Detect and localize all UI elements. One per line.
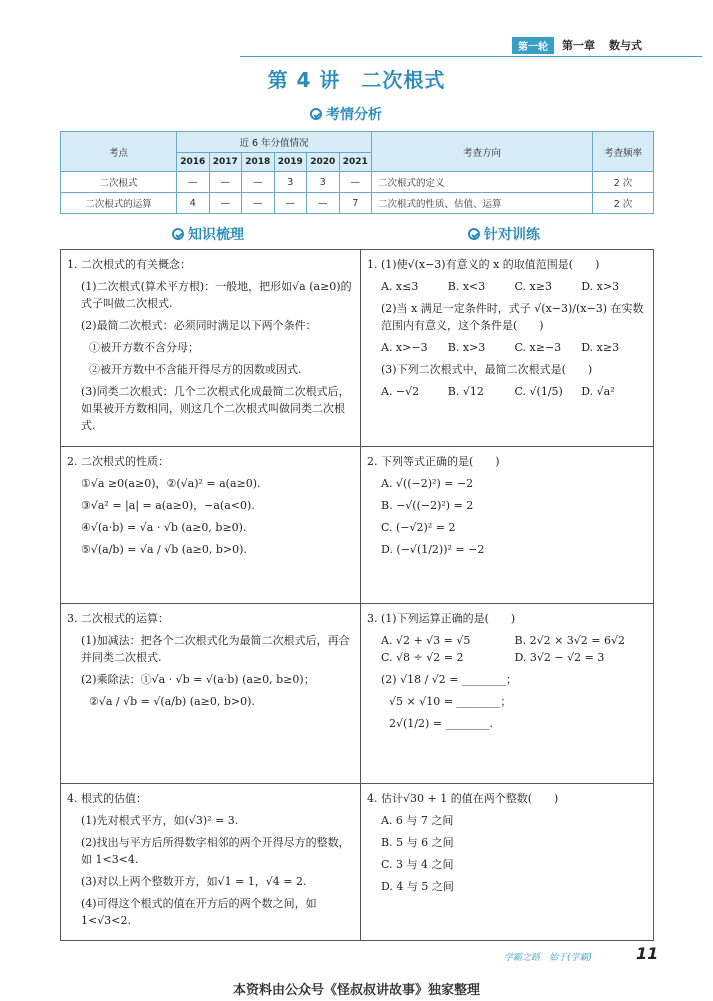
knowledge-block-4 [61, 784, 360, 940]
knowledge-line: ⑤√(a/b) = √a / √b (a≥0, b>0). [81, 543, 247, 557]
score-cell: 3 [307, 172, 340, 193]
knowledge-block-1 [61, 250, 360, 446]
training-block-1 [361, 250, 654, 446]
score-cell: — [242, 193, 275, 214]
exam-analysis-table [60, 131, 654, 214]
year-cell: 2016 [177, 153, 210, 172]
knowledge-line: (1)二次根式(算术平方根)：一般地，把形如√a (a≥0)的式子叫做二次根式. [81, 280, 352, 311]
col-point: 考点 [61, 132, 177, 172]
knowledge-line: ①被开方数不含分母； [89, 341, 199, 355]
knowledge-line: ①√a ≥0(a≥0)，②(√a)² = a(a≥0). [81, 477, 261, 491]
option-row [367, 339, 648, 356]
year-cell: 2020 [307, 153, 340, 172]
option-d[interactable]: D. x>3 [581, 280, 620, 294]
option-c[interactable]: C. (−√2)² = 2 [381, 521, 456, 535]
option-b[interactable]: B. 5 与 6 之间 [381, 836, 454, 850]
section-analysis-label: 考情分析 [326, 107, 382, 123]
score-cell: — [242, 172, 275, 193]
table-row [61, 193, 654, 214]
knowledge-line: ③√a² = |a| = a(a≥0)，−a(a<0). [81, 499, 255, 513]
direction-cell: 二次根式的性质、估值、运算 [372, 193, 593, 214]
year-cell: 2021 [339, 153, 372, 172]
question-text: 1. (1)使√(x−3)有意义的 x 的取值范围是( ) [367, 258, 600, 271]
section-knowledge [172, 224, 244, 244]
score-cell: — [177, 172, 210, 193]
option-a[interactable]: A. −√2 [381, 385, 420, 399]
running-header [512, 36, 702, 54]
round-badge: 第一轮 [512, 37, 554, 54]
option-c[interactable]: C. x≥−3 [514, 341, 562, 355]
option-c[interactable]: C. 3 与 4 之间 [381, 858, 454, 872]
freq-cell: 2 次 [593, 193, 654, 214]
table-row [61, 172, 654, 193]
option-row [367, 383, 648, 400]
page-title: 第 4 讲 二次根式 [267, 68, 446, 92]
knowledge-line: ④√(a·b) = √a · √b (a≥0, b≥0). [81, 521, 247, 535]
freq-cell: 2 次 [593, 172, 654, 193]
option-a[interactable]: A. 6 与 7 之间 [381, 814, 454, 828]
score-cell: — [339, 172, 372, 193]
section-training-label: 针对训练 [484, 227, 540, 243]
option-b[interactable]: B. x>3 [447, 341, 486, 355]
knowledge-line: (3)对以上两个整数开方，如√1 = 1，√4 = 2. [81, 875, 307, 889]
credit-line: 本资料由公众号《怪叔叔讲故事》独家整理 [232, 983, 480, 998]
col-direction: 考查方向 [372, 132, 593, 172]
option-b[interactable]: B. −√((−2)²) = 2 [381, 499, 474, 513]
option-b[interactable]: B. 2√2 × 3√2 = 6√2 [514, 634, 626, 648]
chapter-label: 第一章 [562, 39, 595, 52]
option-d[interactable]: D. √a² [581, 385, 615, 399]
question-text: (3)下列二次根式中，最简二次根式是( ) [381, 363, 593, 377]
option-a[interactable]: A. x>−3 [381, 341, 428, 355]
fill-in-question[interactable]: √5 × √10 = ________； [389, 695, 512, 709]
subject-label: 数与式 [609, 39, 642, 52]
knowledge-line: (3)同类二次根式：几个二次根式化成最简二次根式后，如果被开方数相同，则这几个二次根式叫做同类二次根式. [81, 385, 350, 433]
question-text: 4. 估计√30 + 1 的值在两个整数( ) [367, 792, 559, 805]
training-block-4 [361, 784, 654, 940]
header-rule [240, 56, 702, 57]
question-text: 3. (1)下列运算正确的是( ) [367, 612, 516, 625]
page-number: 11 [636, 944, 659, 963]
option-row [367, 278, 648, 295]
col-scores: 近 6 年分值情况 [177, 132, 372, 153]
col-freq: 考查频率 [593, 132, 654, 172]
section-knowledge-label: 知识梳理 [188, 227, 244, 243]
knowledge-line: (2)最简二次根式：必须同时满足以下两个条件： [81, 319, 317, 333]
section-training [468, 224, 540, 244]
year-cell: 2018 [242, 153, 275, 172]
option-d[interactable]: D. 4 与 5 之间 [381, 880, 454, 894]
option-c[interactable]: C. x≥3 [514, 280, 552, 294]
knowledge-line: (2)找出与平方后所得数字相邻的两个开得尽方的整数，如 1<3<4. [81, 836, 350, 867]
knowledge-line: (1)先对根式平方，如(√3)² = 3. [81, 814, 239, 828]
knowledge-line: (4)可得这个根式的值在开方后的两个数之间，如 1<√3<2. [81, 897, 317, 928]
fill-in-question[interactable]: 2√(1/2) = ________. [389, 717, 494, 731]
question-text: (2)当 x 满足一定条件时，式子 √(x−3)/(x−3) 在实数范围内有意义，这个条件是( ) [381, 302, 644, 333]
check-badge-icon [468, 228, 480, 240]
knowledge-title: 3. 二次根式的运算： [67, 612, 169, 625]
footer-slogan: 学霸之路 始于(学霸) [504, 953, 593, 963]
content-grid [60, 249, 654, 941]
score-cell: — [209, 172, 242, 193]
knowledge-line: (1)加减法：把各个二次根式化为最简二次根式后，再合并同类二次根式. [81, 634, 350, 665]
option-d[interactable]: D. 3√2 − √2 = 3 [514, 651, 605, 665]
check-badge-icon [172, 228, 184, 240]
option-a[interactable]: A. √((−2)²) = −2 [381, 477, 474, 491]
knowledge-line: ②被开方数中不含能开得尽方的因数或因式. [89, 363, 302, 377]
knowledge-block-3 [61, 604, 360, 783]
direction-cell: 二次根式的定义 [372, 172, 593, 193]
check-badge-icon [310, 108, 322, 120]
knowledge-title: 2. 二次根式的性质： [67, 455, 169, 468]
knowledge-block-2 [61, 447, 360, 603]
score-cell: 4 [177, 193, 210, 214]
question-text: 2. 下列等式正确的是( ) [367, 455, 500, 468]
option-d[interactable]: D. x≥3 [581, 341, 620, 355]
option-b[interactable]: B. √12 [447, 385, 484, 399]
section-analysis [310, 104, 382, 124]
option-b[interactable]: B. x<3 [447, 280, 486, 294]
year-cell: 2017 [209, 153, 242, 172]
fill-in-question[interactable]: (2) √18 / √2 = ________； [381, 673, 518, 687]
score-cell: — [209, 193, 242, 214]
training-block-2 [361, 447, 654, 603]
knowledge-title: 4. 根式的估值： [67, 792, 147, 805]
knowledge-line: (2)乘除法：①√a · √b = √(a·b) (a≥0, b≥0)； [81, 673, 315, 687]
option-a[interactable]: A. x≤3 [381, 280, 419, 294]
score-cell: — [274, 193, 307, 214]
training-block-3 [361, 604, 654, 783]
point-cell: 二次根式 [61, 172, 177, 193]
option-c[interactable]: C. √(1/5) [514, 385, 563, 399]
point-cell: 二次根式的运算 [61, 193, 177, 214]
option-c[interactable]: C. √8 ÷ √2 = 2 [381, 651, 464, 665]
score-cell: — [307, 193, 340, 214]
knowledge-title: 1. 二次根式的有关概念： [67, 258, 191, 271]
score-cell: 3 [274, 172, 307, 193]
option-d[interactable]: D. (−√(1/2))² = −2 [381, 543, 485, 557]
option-a[interactable]: A. √2 + √3 = √5 [381, 634, 471, 648]
year-cell: 2019 [274, 153, 307, 172]
option-grid [367, 632, 648, 666]
score-cell: 7 [339, 193, 372, 214]
knowledge-line: ②√a / √b = √(a/b) (a≥0, b>0). [89, 695, 255, 709]
